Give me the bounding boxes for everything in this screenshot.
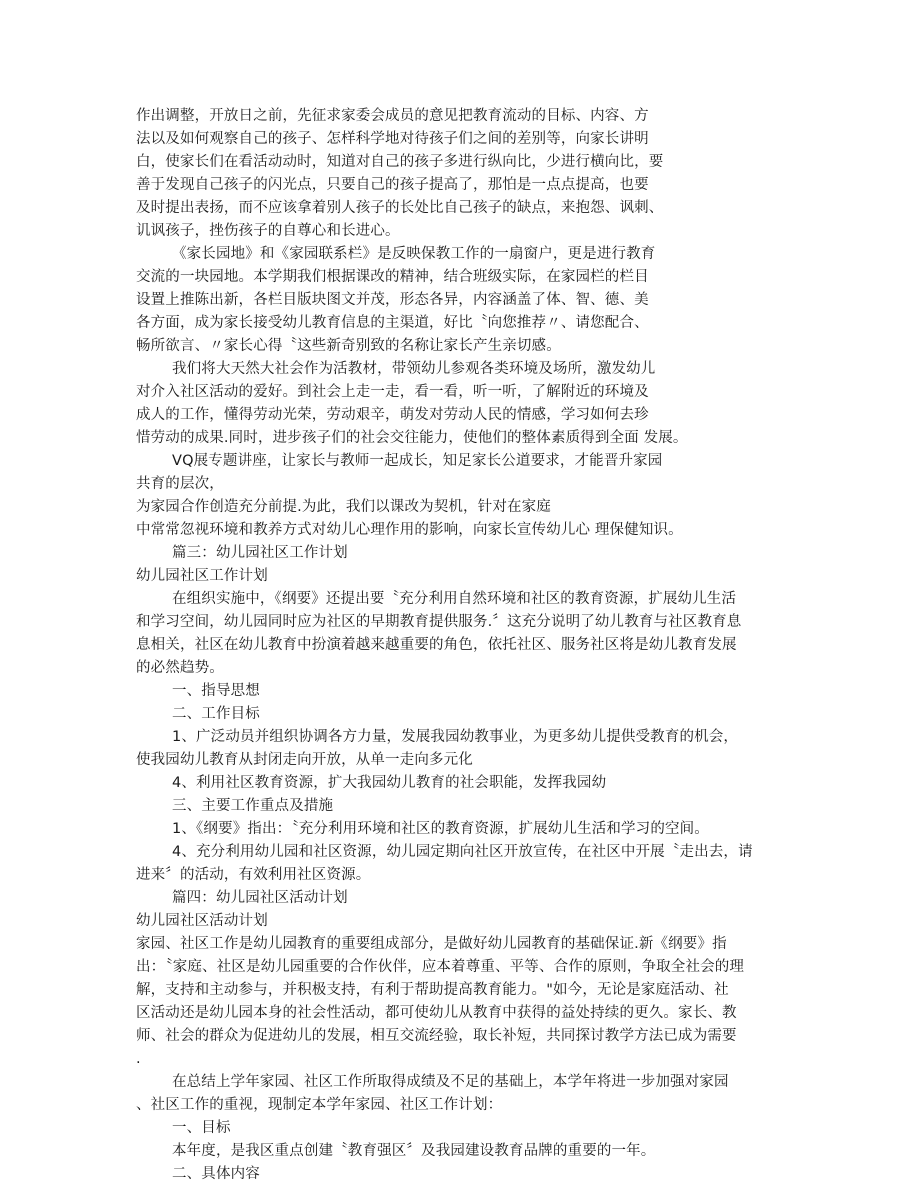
text-line: 4、利用社区教育资源，扩大我园幼儿教育的社会职能，发挥我园幼 xyxy=(172,775,607,791)
text-line: 惜劳动的成果.同时，进步孩子们的社会交往能力，使他们的整体素质得到全面 发展。 xyxy=(136,430,688,446)
section-heading: 篇三：幼儿园社区工作计划 xyxy=(172,545,348,561)
text-line: . xyxy=(136,1051,141,1067)
text-line: VQ展专题讲座，让家长与教师一起成长，知足家长公道要求，才能晋升家园 xyxy=(172,453,663,469)
section-heading: 篇四：幼儿园社区活动计划 xyxy=(172,890,348,906)
text-line: 《家长园地》和《家园联系栏》是反映保教工作的一扇窗户，更是进行教育 xyxy=(172,246,656,262)
text-line: 中常常忽视环境和教养方式对幼儿心理作用的影响，向家长宣传幼儿心 理保健知识。 xyxy=(136,522,683,538)
text-line: 白，使家长们在看活动动时，知道对自己的孩子多进行纵向比，少进行横向比，要 xyxy=(136,154,664,170)
section-subheading: 幼儿园社区工作计划 xyxy=(136,568,268,584)
text-line: 为家园合作创造充分前提.为此，我们以课改为契机，针对在家庭 xyxy=(136,499,551,515)
text-line: 及时提出表扬，而不应该拿着别人孩子的长处比自己孩子的缺点，来抱怨、讽刺、 xyxy=(136,200,664,216)
list-heading: 一、指导思想 xyxy=(172,683,260,699)
text-line: 法以及如何观察自己的孩子、怎样科学地对待孩子们之间的差别等，向家长讲明 xyxy=(136,131,649,147)
text-line: 各方面，成为家长接受幼儿教育信息的主渠道，好比〝向您推荐〃、请您配合、 xyxy=(136,315,649,331)
text-line: 在组织实施中，《纲要》还提出要〝充分利用自然环境和社区的教育资源，扩展幼儿生活 xyxy=(172,591,737,607)
list-heading: 一、目标 xyxy=(172,1120,231,1136)
text-line: 的必然趋势。 xyxy=(136,660,224,676)
list-heading: 二、工作目标 xyxy=(172,706,260,722)
text-line: 4、充分利用幼儿园和社区资源，幼儿园定期向社区开放宣传，在社区中开展〝走出去，请 xyxy=(172,844,753,860)
text-line: 区活动还是幼儿园本身的社会性活动，都可使幼儿从教育中获得的益处持续的更久。家长、教 xyxy=(136,1005,737,1021)
text-line: 、社区工作的重视，现制定本学年家园、社区工作计划： xyxy=(136,1097,503,1113)
text-line: 共育的层次， xyxy=(136,476,224,492)
text-line: 设置上推陈出新，各栏目版块图文并茂，形态各异，内容涵盖了体、智、德、美 xyxy=(136,292,649,308)
text-line: 使我园幼儿教育从封闭走向开放，从单一走向多元化 xyxy=(136,752,473,768)
text-line: 息相关，社区在幼儿教育中扮演着越来越重要的角色，依托社区、服务社区将是幼儿教育发展 xyxy=(136,637,737,653)
text-line: 1、《纲要》指出：〝充分利用环境和社区的教育资源，扩展幼儿生活和学习的空间。 xyxy=(172,821,709,837)
text-line: 解，支持和主动参与，并积极支持，有利于帮助提高教育能力。"如今，无论是家庭活动、社 xyxy=(136,982,729,998)
text-line: 我们将大天然大社会作为活教材，带领幼儿参观各类环境及场所，激发幼儿 xyxy=(172,361,656,377)
text-line: 交流的一块园地。本学期我们根据课改的精神，结合班级实际，在家园栏的栏目 xyxy=(136,269,649,285)
text-line: 畅所欲言、〃家长心得〝这些新奇别致的名称让家长产生亲切感。 xyxy=(136,338,561,354)
text-line: 1、广泛动员并组织协调各方力量，发展我园幼教事业，为更多幼儿提供受教育的机会， xyxy=(172,729,739,745)
text-line: 师、社会的群众为促进幼儿的发展，相互交流经验，取长补短，共同探讨教学方法已成为需要 xyxy=(136,1028,737,1044)
text-line: 成人的工作，懂得劳动光荣，劳动艰辛，萌发对劳动人民的情感，学习如何去珍 xyxy=(136,407,649,423)
text-line: 和学习空间，幼儿园同时应为社区的早期教育提供服务.〞这充分说明了幼儿教育与社区教育息 xyxy=(136,614,742,630)
text-line: 讥讽孩子，挫伤孩子的自尊心和长进心。 xyxy=(136,223,400,239)
text-line: 作出调整，开放日之前，先征求家委会成员的意见把教育流动的目标、内容、方 xyxy=(136,108,649,124)
text-line: 进来〞的活动，有效利用社区资源。 xyxy=(136,867,371,883)
text-line: 对介入社区活动的爱好。到社会上走一走，看一看，听一听，了解附近的环境及 xyxy=(136,384,649,400)
text-line: 出：〝家庭、社区是幼儿园重要的合作伙伴，应本着尊重、平等、合作的原则，争取全社会的理 xyxy=(136,959,745,975)
text-line: 在总结上学年家园、社区工作所取得成绩及不足的基础上，本学年将进一步加强对家园 xyxy=(172,1074,729,1090)
text-line: 善于发现自己孩子的闪光点，只要自己的孩子提高了，那怕是一点点提高，也要 xyxy=(136,177,649,193)
section-subheading: 幼儿园社区活动计划 xyxy=(136,913,268,929)
text-line: 本年度，是我区重点创建〝教育强区〞及我园建设教育品牌的重要的一年。 xyxy=(172,1143,656,1159)
text-line: 家园、社区工作是幼儿园教育的重要组成部分，是做好幼儿园教育的基础保证.新《纲要》指 xyxy=(136,936,727,952)
list-heading: 二、具体内容 xyxy=(172,1166,260,1182)
list-heading: 三、主要工作重点及措施 xyxy=(172,798,334,814)
